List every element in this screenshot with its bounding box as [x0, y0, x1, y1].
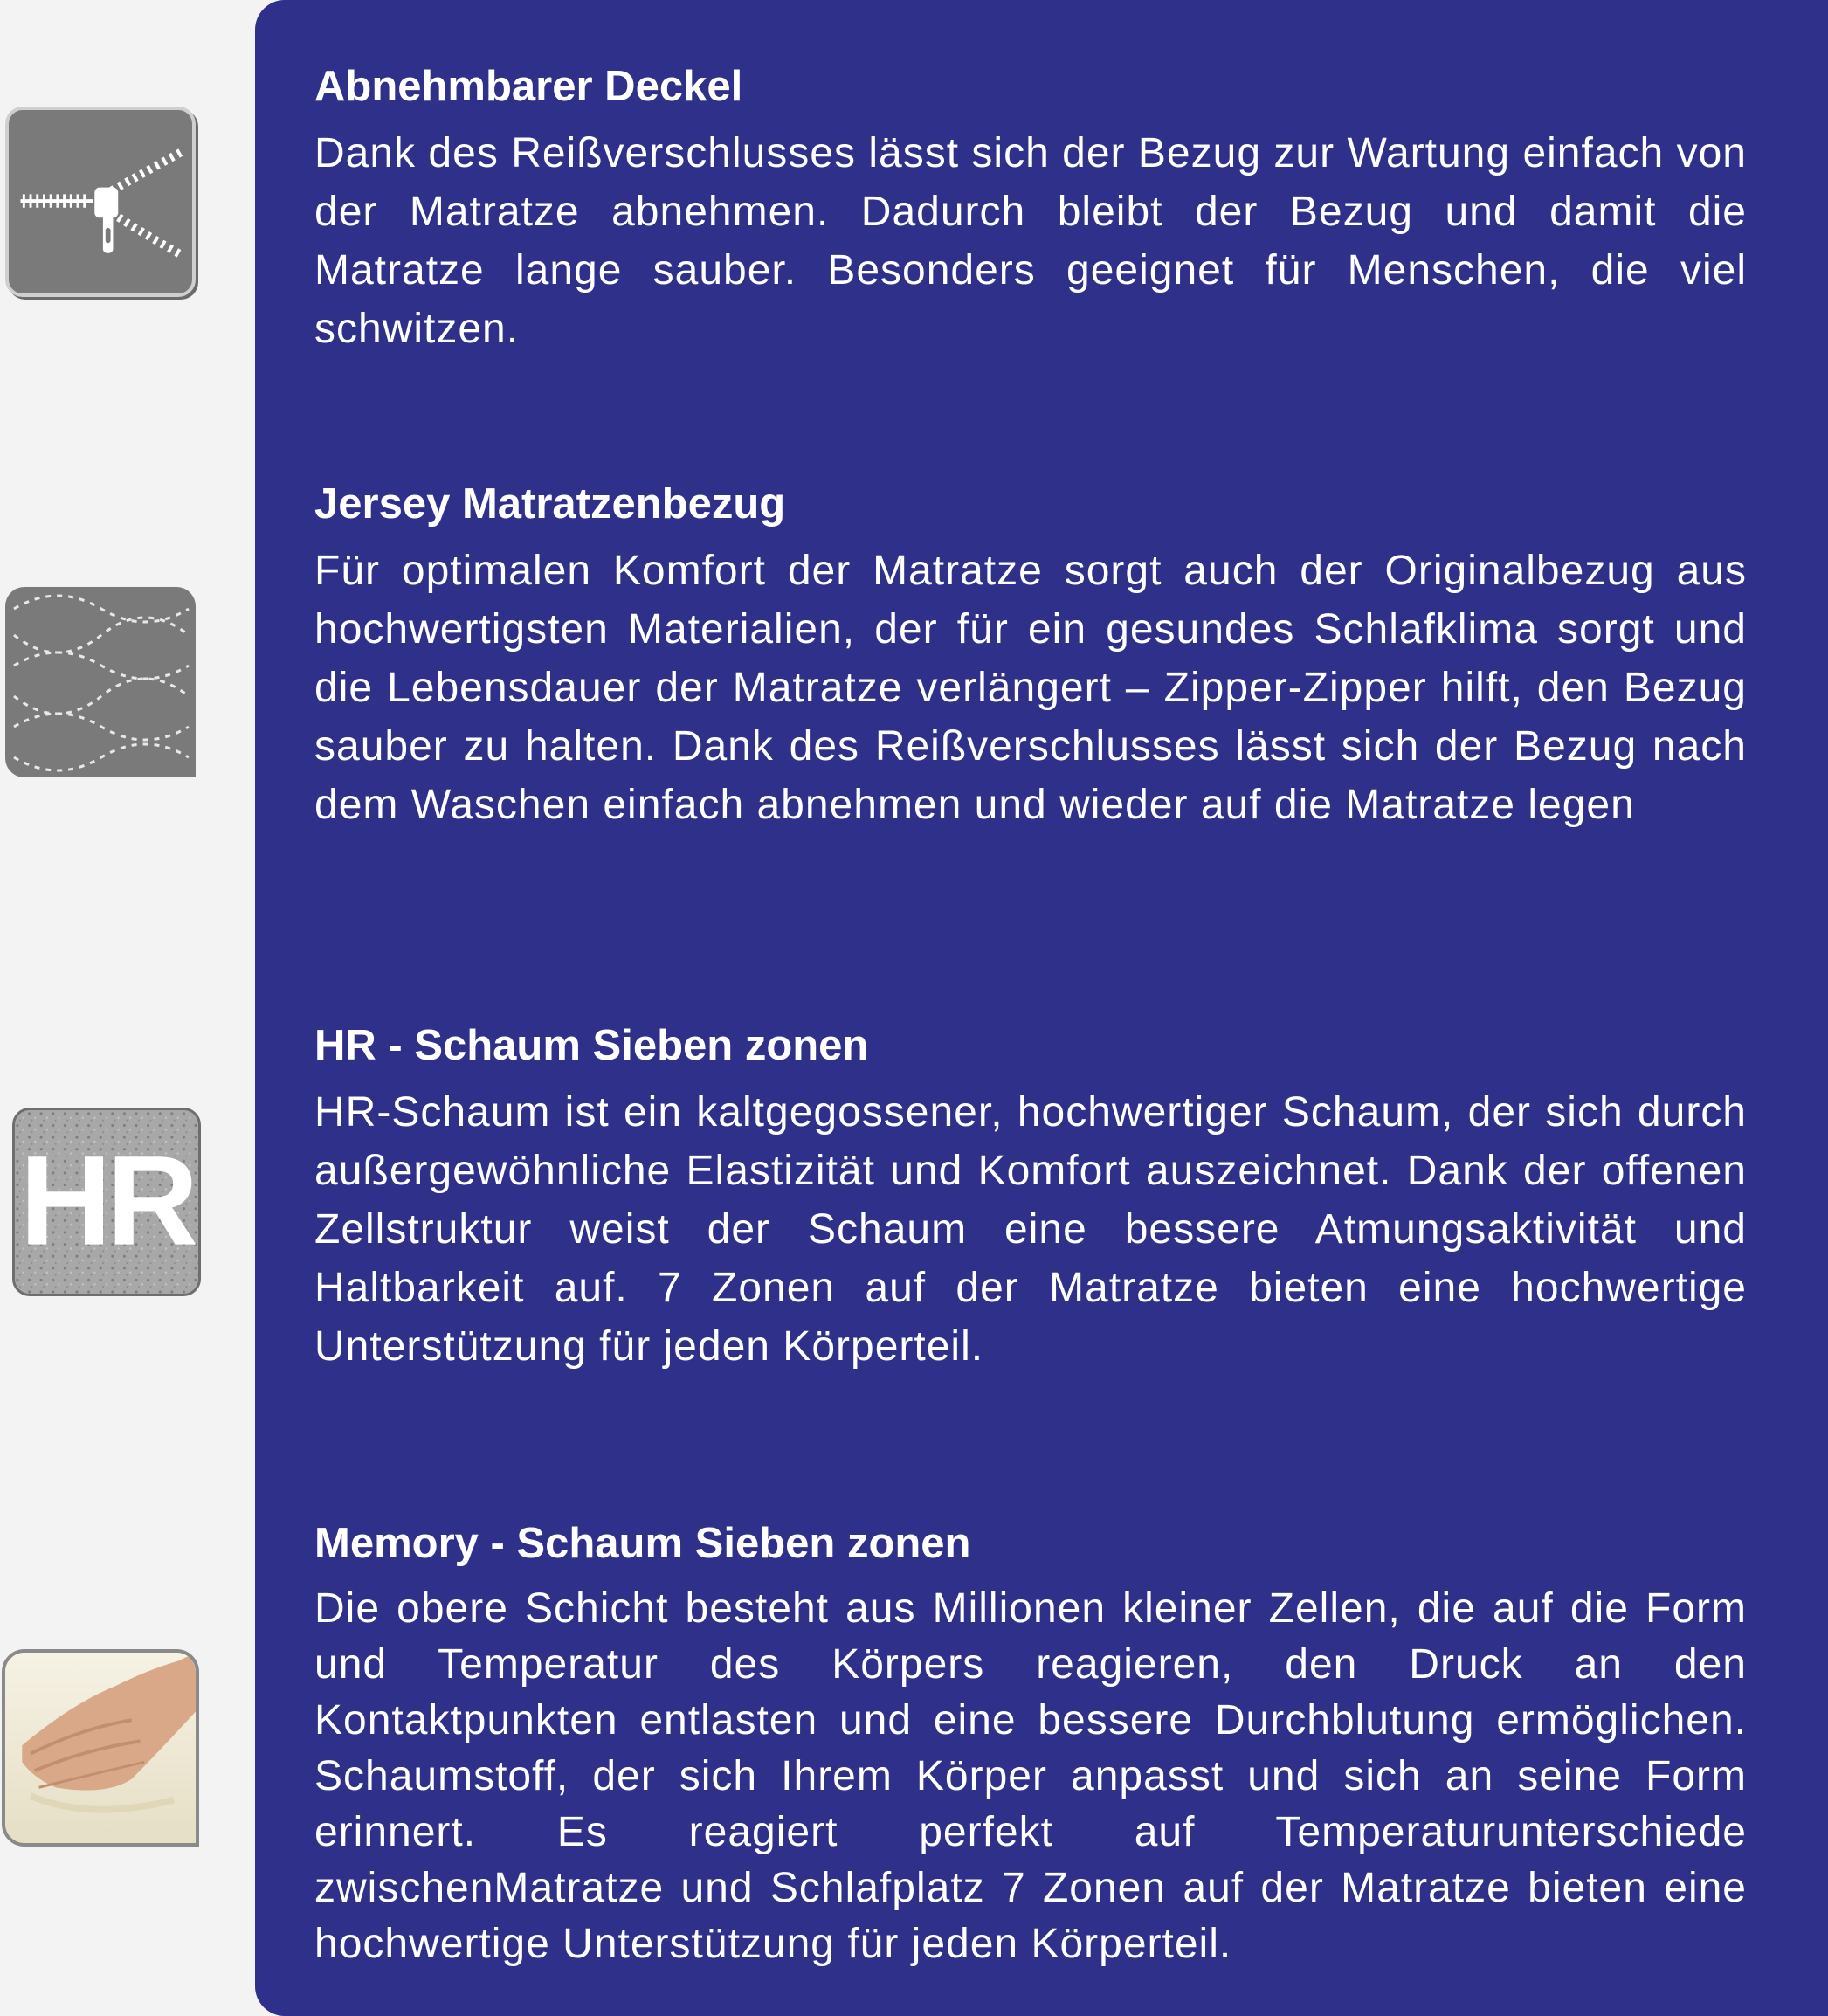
feature-hr-foam: [314, 1020, 1747, 1376]
hr-foam-icon: [12, 1108, 201, 1296]
feature-title: Memory - Schaum Sieben zonen: [314, 1520, 971, 1567]
memory-foam-hand-icon: [2, 1649, 199, 1847]
zipper-icon: [5, 107, 196, 297]
feature-title: Jersey Matratzenbezug: [314, 480, 786, 528]
svg-text:HR: HR: [19, 1129, 194, 1272]
feature-text: HR-Schaum ist ein kaltgegossener, hochwertiger Schaum, der sich durch außergewöhnliche Elastizität und Komfort auszeichnet. Dank der offenen Zellstruktur weist der Schaum eine bessere Atmungsaktivität und Haltbarkeit auf. 7 Zonen auf der Matratze bieten eine hochwertige Unterstützung für jeden Körperteil.: [314, 1089, 1747, 1370]
feature-memory-foam: [314, 1518, 1747, 1972]
feature-text: Die obere Schicht besteht aus Millionen kleiner Zellen, die auf die Form und Temperatur des Körpers reagieren, den Druck an den Kontaktpunkten entlasten und eine bessere Durchblutung ermöglichen. Schaumstoff, der sich Ihrem Körper anpasst und sich an seine Form erinnert. Es reagiert perfekt auf Temperaturunterschiede zwischenMatratze und Schlafplatz 7 Zonen auf der Matratze bieten eine hochwertige Unterstützung für jeden Körperteil.: [314, 1585, 1747, 1967]
feature-title: HR - Schaum Sieben zonen: [314, 1022, 869, 1069]
feature-removable-cover: [314, 61, 1747, 358]
jersey-stitch-icon: [5, 587, 196, 777]
feature-text: Dank des Reißverschlusses lässt sich der Bezug zur Wartung einfach von der Matratze abnehmen. Dadurch bleibt der Bezug und damit die Matratze lange sauber. Besonders geeignet für Menschen, die viel schwitzen.: [314, 130, 1747, 352]
feature-text: Für optimalen Komfort der Matratze sorgt auch der Originalbezug aus hochwertigsten Materialien, der für ein gesundes Schlafklima sorgt und die Lebensdauer der Matratze verlängert – Zipper-Zipper hilft, den Bezug sauber zu halten. Dank des Reißverschlusses lässt sich der Bezug nach dem Waschen einfach abnehmen und wieder auf die Matratze legen: [314, 548, 1747, 828]
feature-jersey-cover: [314, 479, 1747, 834]
feature-title: Abnehmbarer Deckel: [314, 63, 743, 110]
